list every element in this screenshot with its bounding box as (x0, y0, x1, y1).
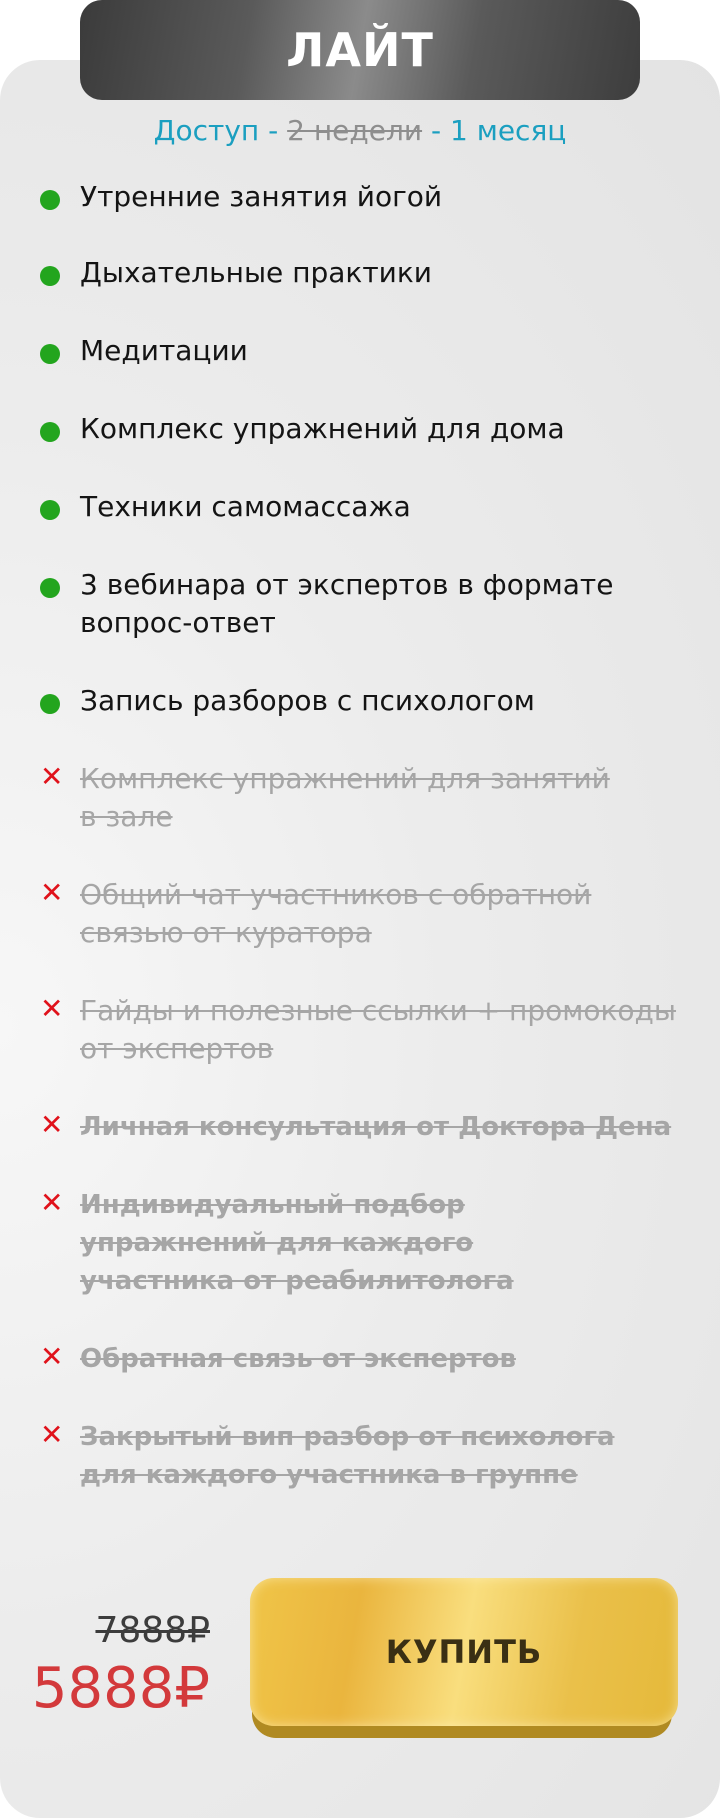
feature-text: Личная консультация от Доктора Дена (80, 1112, 672, 1142)
feature-item (40, 332, 680, 370)
check-dot-icon (40, 578, 60, 598)
feature-text: Техники самомассажа (80, 490, 411, 523)
feature-text: Утренние занятия йогой (80, 180, 443, 213)
feature-item (40, 760, 680, 836)
feature-text: Индивидуальный подбор упражнений для каждого участника от реабилитолога (80, 1190, 514, 1296)
feature-text: 3 вебинара от экспертов в формате вопрос-ответ (80, 568, 614, 639)
current-price: 5888₽ (31, 1656, 210, 1721)
feature-item (40, 1418, 680, 1494)
feature-item (40, 178, 680, 216)
cross-icon: ✕ (40, 1340, 64, 1373)
check-dot-icon (40, 266, 60, 286)
feature-item (40, 1186, 680, 1300)
feature-text: Общий чат участников с обратной связью от куратора (80, 878, 592, 949)
plan-title-banner (80, 0, 640, 100)
feature-item (40, 410, 680, 448)
feature-item (40, 992, 680, 1068)
check-dot-icon (40, 500, 60, 520)
cross-icon: ✕ (40, 1108, 64, 1141)
check-dot-icon (40, 694, 60, 714)
buy-button[interactable] (250, 1578, 678, 1726)
check-dot-icon (40, 344, 60, 364)
plan-title: ЛАЙТ (286, 23, 434, 77)
feature-text: Закрытый вип разбор от психолога для каждого участника в группе (80, 1422, 615, 1490)
feature-text: Обратная связь от экспертов (80, 1344, 516, 1374)
feature-item (40, 1340, 680, 1378)
feature-item (40, 682, 680, 720)
feature-text: Комплекс упражнений для занятий в зале (80, 762, 610, 833)
cross-icon: ✕ (40, 876, 64, 909)
feature-item (40, 566, 680, 642)
cross-icon: ✕ (40, 1418, 64, 1451)
feature-item (40, 876, 680, 952)
cross-icon: ✕ (40, 992, 64, 1025)
feature-item (40, 488, 680, 526)
check-dot-icon (40, 190, 60, 210)
feature-text: Медитации (80, 334, 248, 367)
cross-icon: ✕ (40, 1186, 64, 1219)
access-prefix: Доступ - (153, 114, 288, 147)
feature-item (40, 1108, 680, 1146)
access-duration (0, 114, 720, 147)
buy-button-label: КУПИТЬ (385, 1633, 543, 1671)
check-dot-icon (40, 422, 60, 442)
old-price: 7888₽ (95, 1610, 210, 1651)
access-new-duration: - 1 месяц (422, 114, 567, 147)
access-old-duration: 2 недели (287, 114, 423, 147)
feature-text: Дыхательные практики (80, 256, 432, 289)
feature-item (40, 254, 680, 292)
feature-text: Запись разборов с психологом (80, 684, 535, 717)
cross-icon: ✕ (40, 760, 64, 793)
feature-text: Гайды и полезные ссылки + промокоды от экспертов (80, 994, 677, 1065)
feature-text: Комплекс упражнений для дома (80, 412, 565, 445)
